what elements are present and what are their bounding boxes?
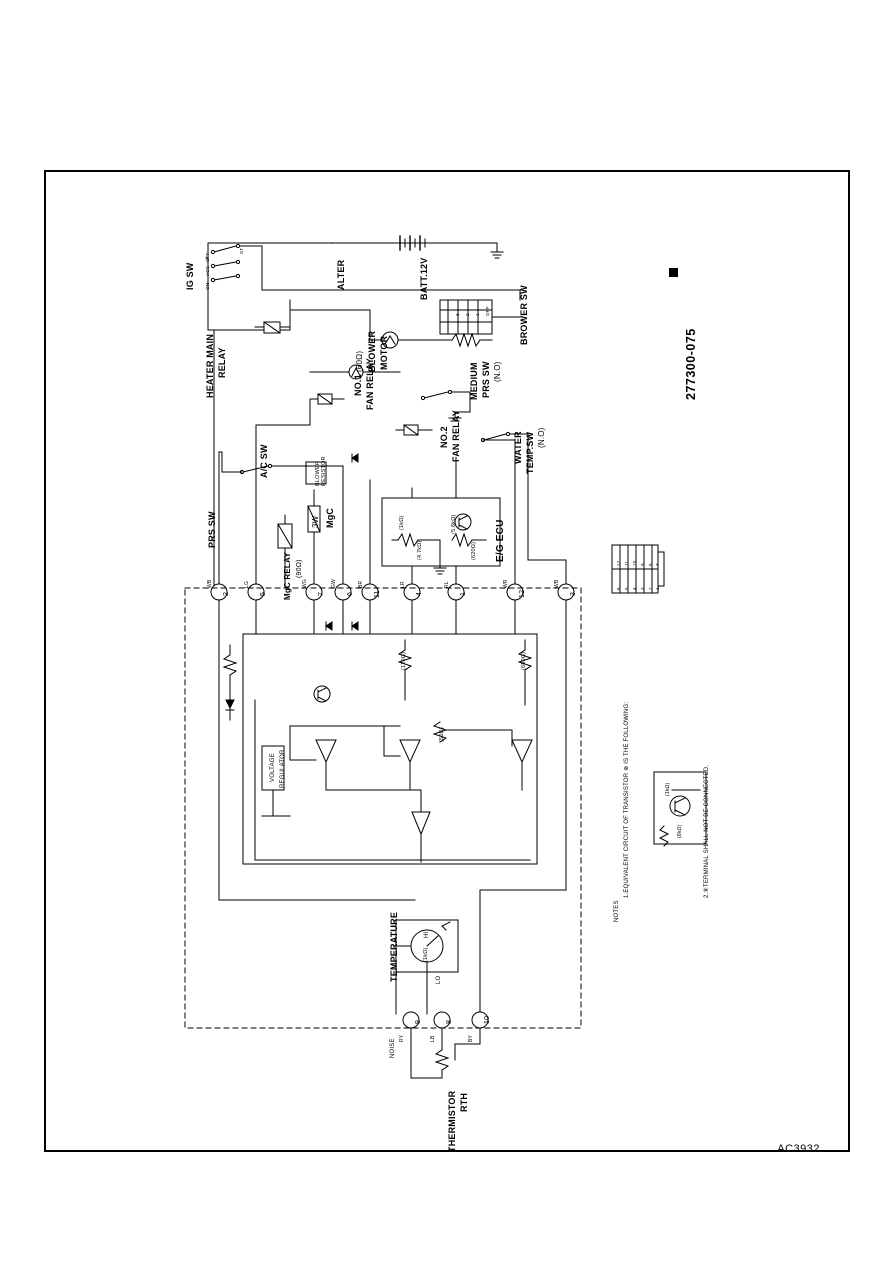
label-prs-sw: PRS SW bbox=[207, 511, 217, 548]
label-blower-resistor-2: RESISTOR bbox=[321, 456, 327, 486]
label-ecu-res-3: (4.7kΩ) bbox=[417, 540, 423, 560]
part-number: 277300-075 bbox=[684, 328, 698, 400]
terminal-code-5: LG bbox=[244, 580, 250, 588]
label-ecu-res-2: (5.6kΩ) bbox=[451, 514, 457, 534]
terminal-code-7: WG bbox=[302, 578, 308, 588]
label-battery: BATT.12V bbox=[419, 257, 429, 300]
notes-transistor-res-1: (1kΩ) bbox=[665, 782, 671, 796]
label-heater-main-relay-line2: RELAY bbox=[217, 347, 227, 378]
label-thermistor-line2: RTH bbox=[459, 1092, 469, 1112]
label-medium-prs-sw-line2: PRS SW bbox=[481, 361, 491, 398]
label-heater-main-relay-line1: HEATER MAIN bbox=[205, 333, 215, 398]
terminal-code-2: WB bbox=[207, 579, 213, 588]
label-voltage-regulator-line2: REGULATOR bbox=[280, 749, 286, 788]
notes-item-2: 2.⑧TERMINAL SHALL NOT BE CONNECTED. bbox=[704, 764, 710, 898]
connector-pin-7: 7 bbox=[655, 563, 660, 566]
notes-item-1: 1.EQUIVALENT CIRCUIT OF TRANSISTOR ⊗ IS THE FOLLOWING: bbox=[624, 701, 630, 898]
part-number-square-mark bbox=[669, 268, 678, 277]
label-blower-motor-line1: BLOWER bbox=[367, 330, 377, 372]
ig-sw-pos-off: OFF bbox=[205, 252, 210, 262]
bottom-terminal-code-8: LB bbox=[430, 1035, 436, 1042]
label-temp-hi: HI bbox=[424, 931, 430, 938]
label-mgc-coil-power: 3W bbox=[311, 515, 320, 528]
label-fan-relay-no2-line1: FAN RELAY bbox=[451, 410, 461, 462]
bottom-terminal-label-8: 8 bbox=[446, 1019, 453, 1024]
figure-code: AC3932 bbox=[777, 1143, 820, 1155]
connector-pin-2: 2 bbox=[648, 587, 653, 590]
label-mgc-relay-ohms: (90Ω) bbox=[296, 559, 303, 578]
label-medium-prs-sw-line1: MEDIUM bbox=[469, 362, 479, 400]
connector-pin-9: 9 bbox=[640, 563, 645, 566]
terminal-label-6: 6 bbox=[347, 591, 354, 596]
notes-heading: NOTES bbox=[614, 900, 620, 922]
bottom-terminal-code-10: BY bbox=[468, 1034, 474, 1042]
label-temp-lo: LO bbox=[436, 975, 442, 984]
blower-sw-pos-3: 3 bbox=[455, 313, 460, 316]
connector-pin-4: 4 bbox=[632, 587, 637, 590]
bottom-terminal-label-9: 9 bbox=[415, 1019, 422, 1024]
terminal-code-12: WR bbox=[503, 579, 509, 588]
label-water-temp-sw-line2: TEMP.SW bbox=[525, 431, 535, 474]
terminal-label-7: 7 bbox=[318, 591, 325, 596]
eg-ecu-box bbox=[382, 498, 500, 566]
notes-transistor-res-2: (8kΩ) bbox=[677, 824, 683, 838]
terminal-code-11: BR bbox=[358, 580, 364, 588]
terminal-code-3: WB bbox=[554, 579, 560, 588]
terminal-code-6: GW bbox=[331, 578, 337, 588]
label-water-temp-sw-line1: WATER bbox=[513, 431, 523, 464]
label-noise: NOISE bbox=[390, 1038, 396, 1058]
label-thermistor-line1: THERMISTOR bbox=[447, 1090, 457, 1152]
label-mgc: MgC bbox=[325, 507, 335, 528]
label-alter: ALTER bbox=[336, 259, 346, 290]
terminal-label-2: 2 bbox=[223, 591, 230, 596]
connector-pin-11: 11 bbox=[624, 560, 629, 566]
blower-sw-pos-off: OFF bbox=[485, 306, 490, 316]
label-ig-sw: IG SW bbox=[185, 262, 195, 290]
blower-sw-pos-1: 1 bbox=[475, 313, 480, 316]
label-internal-res-2: (680Ω) bbox=[521, 651, 527, 670]
label-ecu-res-1: (1kΩ) bbox=[399, 515, 405, 530]
terminal-label-5: 5 bbox=[260, 591, 267, 596]
connector-pin-1: 1 bbox=[655, 587, 660, 590]
terminal-label-3: 3 bbox=[570, 591, 577, 596]
terminal-label-1: 1 bbox=[460, 591, 467, 596]
connector-pin-10: 10 bbox=[632, 560, 637, 566]
label-blower-motor-ohms: (60Ω) bbox=[355, 350, 364, 372]
connector-pin-8: 8 bbox=[648, 563, 653, 566]
label-ecu-res-4: (620Ω) bbox=[471, 541, 477, 560]
label-medium-prs-sw-state: (N.O) bbox=[493, 361, 502, 382]
ig-sw-pos-on: ON bbox=[205, 282, 210, 290]
label-temperature: TEMPERATURE bbox=[389, 911, 399, 982]
bottom-terminal-label-10: 10 bbox=[484, 1015, 491, 1024]
label-eg-ecu: E/G ECU bbox=[495, 519, 506, 562]
label-mgc-relay: MgC RELAY bbox=[283, 552, 292, 600]
label-blower-switch: BROWER SW bbox=[519, 285, 529, 345]
terminal-label-4: 4 bbox=[416, 591, 423, 596]
ig-sw-pos-acc: ACC bbox=[205, 265, 210, 276]
label-temp-res: (1kΩ) bbox=[423, 947, 429, 962]
label-internal-res-1: (120Ω) bbox=[401, 651, 407, 670]
terminal-label-11: 11 bbox=[374, 590, 381, 598]
ig-sw-pos-st: ST bbox=[239, 247, 244, 254]
connector-pin-12: 12 bbox=[616, 560, 621, 566]
terminal-code-1: RL bbox=[444, 581, 450, 588]
label-blower-motor-line2: MOTOR bbox=[379, 335, 389, 370]
label-fan-relay-no1-line1: FAN RELAY bbox=[365, 358, 375, 410]
blower-sw-pos-2: 2 bbox=[465, 313, 470, 316]
label-voltage-regulator-line1: VOLTAGE bbox=[270, 753, 276, 782]
label-fan-relay-no1-line2: NO.1 bbox=[353, 374, 363, 396]
label-blower-resistor: BLOWER bbox=[315, 460, 321, 486]
label-water-temp-sw-state: (N.O) bbox=[537, 427, 546, 448]
bottom-terminal-code-9: RY bbox=[399, 1034, 405, 1042]
connector-pin-5: 5 bbox=[624, 587, 629, 590]
connector-pin-3: 3 bbox=[640, 587, 645, 590]
connector-pin-6: 6 bbox=[616, 587, 621, 590]
terminal-label-12: 12 bbox=[519, 589, 526, 598]
terminal-code-4: LR bbox=[400, 581, 406, 588]
label-fan-relay-no2-line2: NO.2 bbox=[439, 426, 449, 448]
label-ac-sw: A/C SW bbox=[259, 444, 269, 478]
label-internal-res-3: (56Ω) bbox=[439, 727, 445, 742]
